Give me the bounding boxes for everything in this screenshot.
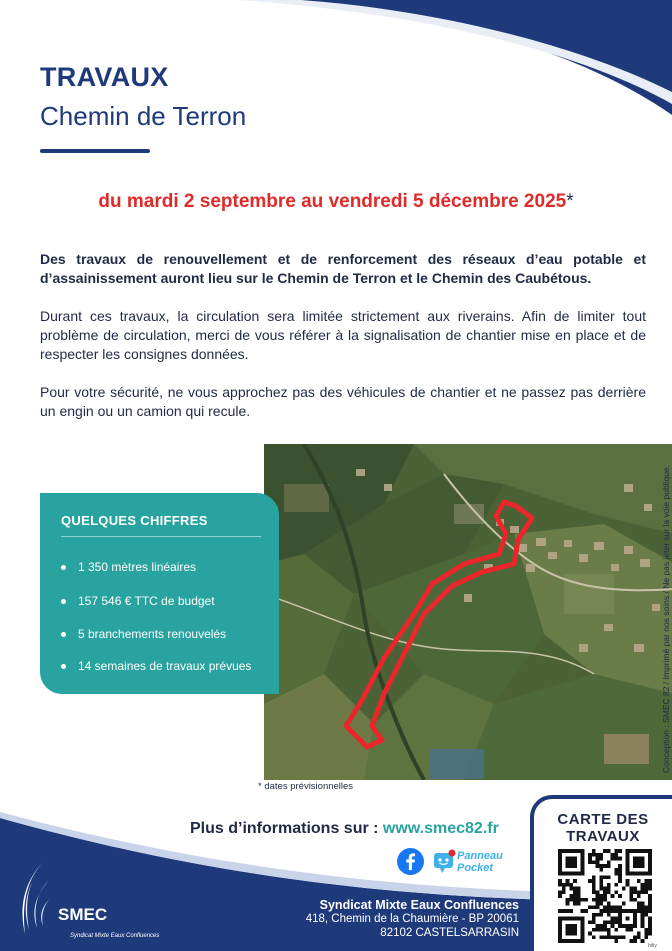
bullet-icon [61, 565, 66, 570]
panneau-pocket-line2: Pocket [457, 862, 494, 874]
bullet-icon [61, 664, 66, 669]
website-link[interactable]: www.smec82.fr [382, 820, 499, 837]
works-map-qr-card [530, 795, 672, 951]
contact-address [279, 898, 519, 940]
qr-title-line2: TRAVAUX [566, 828, 640, 845]
key-figure-item [61, 594, 215, 608]
panneau-pocket-icon[interactable] [433, 849, 456, 875]
work-dates [0, 191, 672, 213]
facebook-icon[interactable] [397, 848, 424, 875]
address-organization: Syndicat Mixte Eaux Confluences [319, 898, 519, 912]
page-subtitle: Chemin de Terron [40, 101, 247, 131]
qr-shortlink-tag: bitly [648, 943, 657, 949]
design-credit-note [660, 463, 672, 775]
qr-title-line1: CARTE DES [557, 811, 649, 828]
key-figure-item [61, 659, 251, 673]
key-figure-text: 5 branchements renouvelés [78, 627, 227, 641]
panneau-pocket-line1: Panneau [457, 850, 503, 862]
key-figure-text: 1 350 mètres linéaires [78, 560, 197, 574]
aerial-map-image [264, 444, 672, 780]
title-divider [40, 149, 150, 153]
panneau-pocket-label[interactable] [457, 850, 503, 874]
address-line1: 418, Chemin de la Chaumière - BP 20061 [305, 913, 519, 925]
smec-logo-subtitle: Syndicat Mixte Eaux Confluences [70, 933, 160, 939]
smec-logo-name: SMEC [58, 905, 108, 924]
traffic-paragraph: Durant ces travaux, la circulation sera limitée strictement aux riverains. Afin de limiter tout problème de circulation, merci de vous référer à la signalisation de chantier mise en place et de respecter les consignes données. [40, 308, 646, 362]
bullet-icon [61, 632, 66, 637]
smec-wing-logo [15, 858, 55, 938]
key-figure-item [61, 627, 226, 641]
qr-code-icon[interactable] [558, 849, 652, 943]
key-figure-item [61, 560, 196, 574]
work-dates-asterisk: * [566, 191, 574, 212]
more-info-label: Plus d’informations sur : [190, 820, 383, 837]
bullet-icon [61, 599, 66, 604]
dates-footnote: * dates prévisionnelles [258, 781, 354, 792]
key-figures-title: QUELQUES CHIFFRES [61, 513, 208, 528]
key-figure-text: 157 546 € TTC de budget [78, 594, 215, 608]
key-figure-text: 14 semaines de travaux prévues [78, 659, 252, 673]
more-info-line [190, 820, 499, 838]
design-credit-text: Conception : SMEC 82 / Imprimé par nos soins / Ne pas jeter sur la voie publique. [661, 464, 671, 774]
work-dates-text: du mardi 2 septembre au vendredi 5 décembre 2025 [98, 191, 567, 212]
key-figures-divider [61, 536, 261, 537]
safety-paragraph: Pour votre sécurité, ne vous approchez pas des véhicules de chantier et ne passez pas derrière un engin ou un camion qui recule. [40, 384, 646, 419]
qr-card-title [534, 811, 672, 845]
page-title: TRAVAUX [40, 62, 169, 92]
address-line2: 82102 CASTELSARRASIN [380, 927, 519, 939]
key-figures-card [40, 493, 279, 694]
intro-paragraph: Des travaux de renouvellement et de renforcement des réseaux d’eau potable et d’assainissement auront lieu sur le Chemin de Terron et le Chemin des Caubétous. [40, 251, 646, 286]
